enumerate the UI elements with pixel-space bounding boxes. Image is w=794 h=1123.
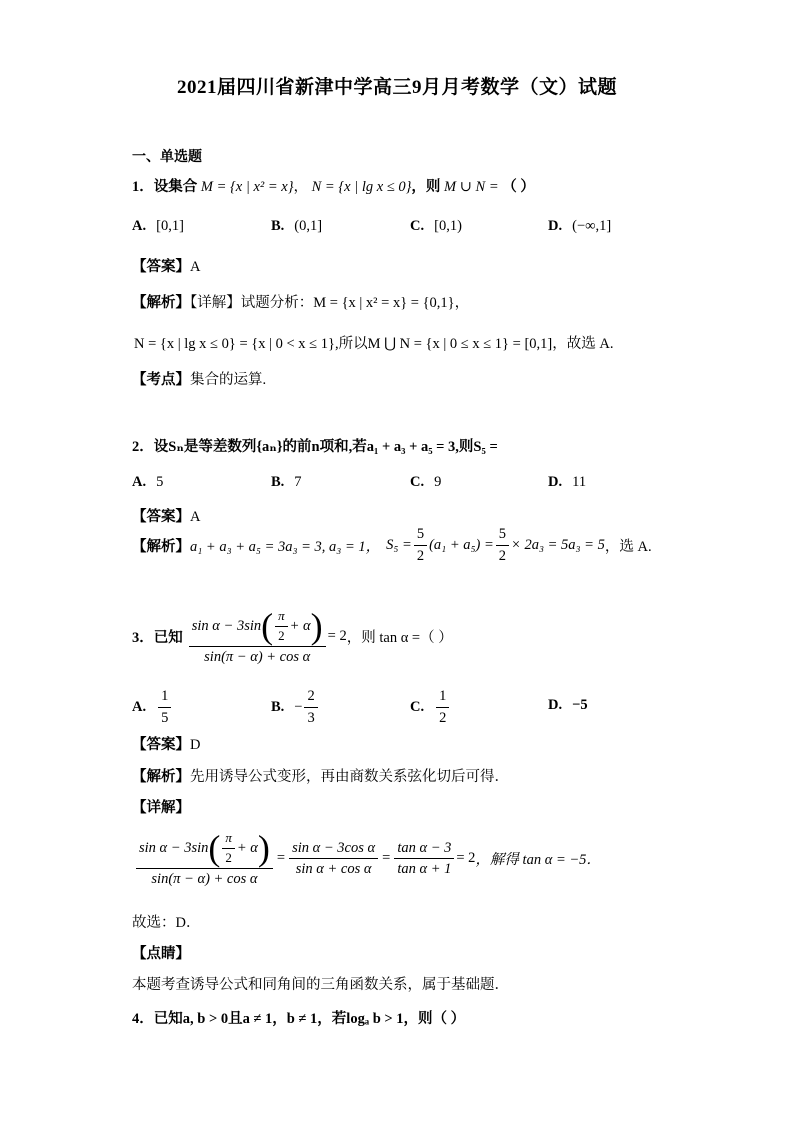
numerator-text: sin α − 3sin — [139, 839, 209, 856]
set-N-definition: N = {x | lg x ≤ 0} — [311, 179, 412, 195]
pi-over-2 — [275, 609, 288, 644]
point-tag: 【考点】 — [132, 372, 190, 388]
set-M-definition: M = {x | x² = x} — [200, 179, 294, 195]
fraction-denominator: 2 — [439, 709, 447, 726]
left-paren: ( — [261, 606, 274, 646]
derivation-fraction-3 — [394, 840, 454, 878]
option-c — [410, 474, 441, 491]
analysis-tag: 【解析】 — [132, 769, 190, 785]
answer-tag: 【答案】 — [132, 259, 190, 275]
option-text: [0,1) — [434, 218, 462, 234]
fraction-5-2 — [496, 526, 509, 564]
option-key: D. — [548, 218, 563, 234]
comment-tag: 【点睛】 — [132, 946, 190, 962]
fraction-denominator: 2 — [416, 547, 425, 564]
analysis-line — [132, 291, 469, 312]
option-d — [548, 218, 611, 235]
question-stem: 设Sₙ是等差数列{aₙ}的前n项和,若a₁ + a₃ + a₅ = 3,则S₅ = — [153, 439, 498, 455]
comment-text: 本题考查诱导公式和同角间的三角函数关系，属于基础题． — [132, 977, 509, 993]
equals-two: = 2 — [456, 850, 476, 867]
question-number: 1． — [132, 179, 154, 195]
question-1 — [132, 175, 535, 196]
point-text: 集合的运算. — [190, 372, 267, 388]
option-key: C. — [410, 698, 425, 715]
analysis-tag: 【解析】 — [132, 295, 190, 311]
question-stem: 设集合 — [153, 179, 198, 195]
separator: ， — [293, 179, 309, 195]
right-paren: ) — [310, 606, 323, 646]
answer-tag: 【答案】 — [132, 509, 190, 525]
derivation-fraction-1 — [136, 830, 273, 888]
option-key: D. — [548, 474, 563, 490]
two: 2 — [225, 849, 232, 865]
fraction-numerator — [136, 830, 273, 869]
right-paren: ) — [257, 828, 270, 868]
answer-tag: 【答案】 — [132, 737, 190, 753]
fraction-numerator: 1 — [158, 688, 171, 708]
pi-over-2 — [222, 831, 235, 866]
detail-heading — [132, 796, 190, 817]
option-text: −5 — [572, 697, 588, 713]
analysis-formula: a₁ + a₃ + a₅ = 3a₃ = 3, a₃ = 1， — [190, 538, 381, 555]
answer-value: A — [190, 259, 201, 275]
minus-sign: − — [294, 698, 303, 715]
answer-line — [132, 733, 200, 754]
fraction-numerator: sin α − 3cos α — [289, 840, 378, 860]
option-b — [271, 218, 322, 235]
pi-symbol: π — [275, 609, 288, 627]
question-stem: 已知a, b > 0且a ≠ 1，b ≠ 1，若logₐ b > 1，则（ ） — [153, 1011, 466, 1027]
analysis-conclusion: ，选 A. — [604, 538, 652, 555]
question-stem: ，则 — [411, 179, 441, 195]
answer-value: A — [190, 509, 201, 525]
question-3 — [132, 608, 453, 666]
question-fraction — [189, 608, 326, 666]
plus-alpha: + α — [289, 617, 311, 634]
analysis-line-2: N = {x | lg x ≤ 0} = {x | 0 < x ≤ 1},所以M ⋃ N = {x | 0 ≤ x ≤ 1} = [0,1]，故选 A. — [134, 336, 614, 352]
equals-sign: = — [382, 850, 391, 867]
option-a — [132, 688, 173, 726]
two: 2 — [278, 627, 285, 643]
fraction-denominator: sin(π − α) + cos α — [204, 649, 311, 665]
choose-line: 故选：D． — [132, 915, 201, 931]
question-2 — [132, 435, 498, 456]
option-key: B. — [271, 698, 285, 715]
option-a — [132, 218, 184, 235]
analysis-line — [132, 765, 509, 786]
option-fraction — [304, 688, 317, 726]
fraction-denominator: sin α + cos α — [295, 861, 372, 878]
option-c — [410, 218, 462, 235]
analysis-text: 【详解】试题分析：M = {x | x² = x} = {0,1}， — [190, 295, 470, 311]
option-c — [410, 688, 451, 726]
left-paren: ( — [208, 828, 221, 868]
answer-value: D — [190, 737, 201, 753]
option-text: 5 — [156, 474, 164, 490]
fraction-denominator: tan α + 1 — [397, 861, 452, 878]
question-number: 4． — [132, 1011, 154, 1027]
fraction-numerator: 5 — [496, 526, 509, 546]
fraction-5-2 — [414, 526, 427, 564]
fraction-denominator: 3 — [307, 709, 315, 726]
option-d — [548, 697, 588, 714]
option-key: B. — [271, 218, 285, 234]
option-text: (−∞,1] — [572, 218, 612, 234]
fraction-numerator — [189, 608, 326, 647]
option-b — [271, 688, 320, 726]
result-text: ，解得 tan α = −5． — [475, 852, 601, 869]
option-d — [548, 474, 586, 491]
fraction-numerator: 1 — [436, 688, 449, 708]
question-stem: ，则 tan α =（ ） — [346, 630, 453, 647]
option-b — [271, 474, 302, 491]
page-title: 2021届四川省新津中学高三9月月考数学（文）试题 — [176, 77, 617, 98]
fraction-numerator: tan α − 3 — [394, 840, 454, 860]
fraction-numerator: 2 — [304, 688, 317, 708]
option-text: 9 — [434, 474, 442, 490]
equals-two: = 2 — [327, 628, 347, 645]
detail-derivation — [134, 830, 601, 888]
option-fraction — [158, 688, 171, 726]
fraction-denominator: 2 — [498, 547, 507, 564]
analysis-line — [132, 526, 652, 564]
point-line — [132, 368, 266, 389]
option-key: A. — [132, 698, 147, 715]
derivation-fraction-2 — [289, 840, 378, 878]
analysis-text: 先用诱导公式变形，再由商数关系弦化切后可得． — [190, 769, 509, 785]
question-4 — [132, 1007, 465, 1028]
option-text: 11 — [572, 474, 587, 490]
option-key: C. — [410, 218, 425, 234]
option-key: D. — [548, 697, 563, 713]
option-text: 7 — [294, 474, 302, 490]
numerator-text: sin α − 3sin — [191, 617, 262, 634]
option-key: A. — [132, 474, 147, 490]
s5-label: S₅ = — [386, 536, 412, 553]
answer-line — [132, 255, 200, 276]
pi-symbol: π — [222, 831, 235, 849]
option-key: A. — [132, 218, 147, 234]
question-stem: 已知 — [153, 630, 183, 647]
comment-heading — [132, 942, 190, 963]
question-number: 3． — [132, 630, 154, 647]
option-a — [132, 474, 163, 491]
analysis-formula: (a₁ + a₅) = — [429, 536, 494, 553]
fraction-numerator: 5 — [414, 526, 427, 546]
option-key: C. — [410, 474, 425, 490]
option-text: (0,1] — [294, 218, 323, 234]
plus-alpha: + α — [236, 839, 258, 856]
analysis-tag: 【解析】 — [132, 538, 190, 555]
question-number: 2． — [132, 439, 154, 455]
analysis-formula: × 2a₃ = 5a₃ = 5 — [511, 536, 605, 553]
answer-blank: （ ） — [502, 179, 535, 195]
answer-line — [132, 505, 200, 526]
detail-tag: 【详解】 — [132, 800, 190, 816]
fraction-denominator: sin(π − α) + cos α — [151, 871, 258, 887]
section-heading: 一、单选题 — [132, 150, 202, 165]
option-key: B. — [271, 474, 285, 490]
equals-sign: = — [276, 850, 286, 867]
fraction-denominator: 5 — [161, 709, 169, 726]
option-fraction — [436, 688, 449, 726]
union-expression: M ∪ N = — [444, 179, 499, 195]
option-text: [0,1] — [156, 218, 184, 234]
